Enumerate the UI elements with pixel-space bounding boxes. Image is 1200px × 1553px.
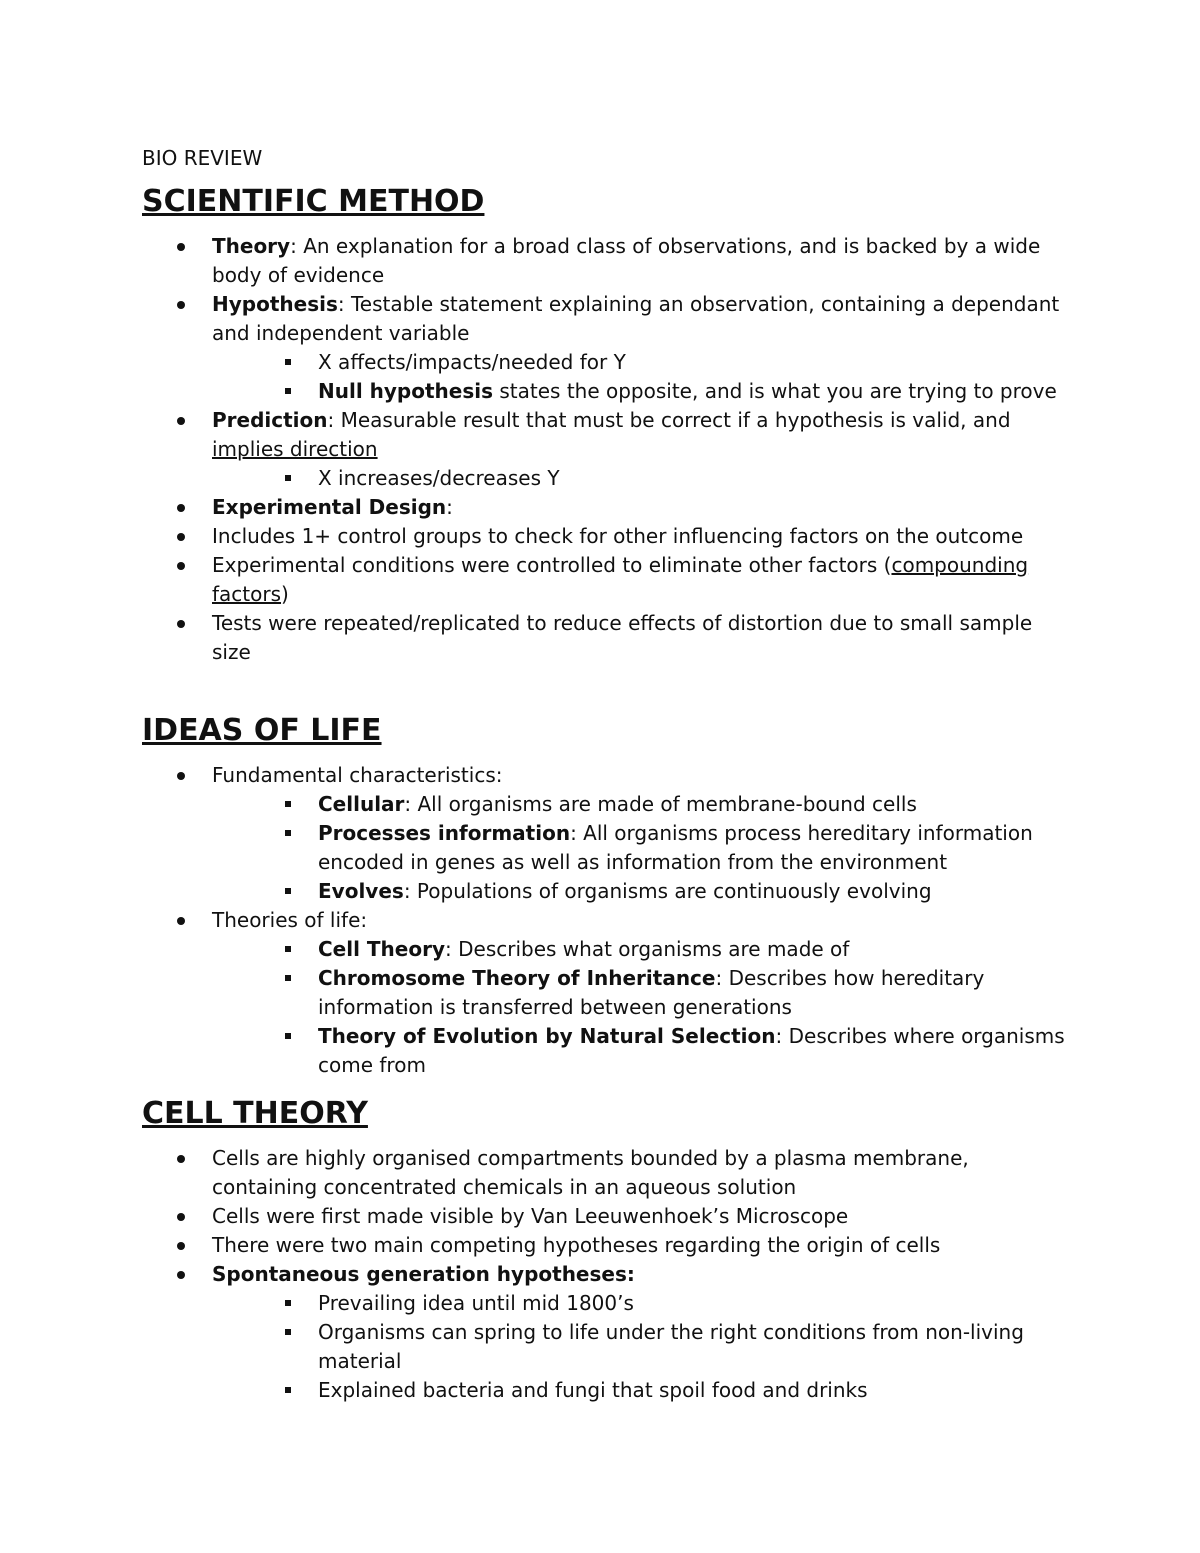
sub-bullet-item — [142, 877, 1072, 906]
bold-term: Experimental Design — [212, 495, 447, 519]
underlined-text: implies direction — [212, 437, 378, 461]
bullet-item — [142, 1231, 1072, 1260]
bullet-text: Prevailing idea until mid 1800’s — [318, 1291, 634, 1315]
sub-bullet-item — [142, 935, 1072, 964]
bullet-text: : Describes what organisms are made of — [445, 937, 850, 961]
bullet-text: Cells are highly organised compartments bounded by a plasma membrane, containing concentrated chemicals in an aqueous solution — [212, 1146, 969, 1199]
bullet-text: : An explanation for a broad class of observations, and is backed by a wide body of evidence — [212, 234, 1041, 287]
bullet-item — [142, 609, 1072, 667]
section-heading: CELL THEORY — [142, 1096, 368, 1131]
sub-bullet-item — [142, 1318, 1072, 1376]
underlined-text: compounding factors — [212, 553, 1029, 606]
bold-term: Processes information — [318, 821, 571, 845]
sub-bullet-item — [142, 790, 1072, 819]
section-cell-theory — [142, 1096, 1072, 1405]
bullet-item — [142, 551, 1072, 609]
bullet-text: Includes 1+ control groups to check for other influencing factors on the outcome — [212, 524, 1024, 548]
bullet-text: ) — [281, 582, 289, 606]
document-page — [142, 144, 1072, 1405]
section-scientific-method — [142, 184, 1072, 667]
sub-bullet-item — [142, 1289, 1072, 1318]
bullet-item — [142, 1260, 1072, 1289]
bullet-text: Experimental conditions were controlled to eliminate other factors ( — [212, 553, 892, 577]
bullet-text: Organisms can spring to life under the right conditions from non-living material — [318, 1320, 1024, 1373]
bullet-item — [142, 761, 1072, 790]
bullet-text: Cells were first made visible by Van Leeuwenhoek’s Microscope — [212, 1204, 849, 1228]
bold-term: Spontaneous generation hypotheses: — [212, 1262, 635, 1286]
bullet-list — [142, 1144, 1072, 1405]
sub-bullet-item — [142, 348, 1072, 377]
bullet-item — [142, 522, 1072, 551]
bullet-item — [142, 406, 1072, 464]
bullet-list — [142, 761, 1072, 1080]
bullet-text: There were two main competing hypotheses regarding the origin of cells — [212, 1233, 941, 1257]
bullet-text: X increases/decreases Y — [318, 466, 560, 490]
bullet-text: states the opposite, and is what you are trying to prove — [493, 379, 1057, 403]
sub-bullet-item — [142, 1376, 1072, 1405]
bullet-item — [142, 493, 1072, 522]
bullet-item — [142, 906, 1072, 935]
bullet-text: Tests were repeated/replicated to reduce effects of distortion due to small sample size — [212, 611, 1033, 664]
section-heading: SCIENTIFIC METHOD — [142, 184, 485, 219]
sub-bullet-item — [142, 464, 1072, 493]
bullet-text: : Describes where organisms come from — [318, 1024, 1065, 1077]
bold-term: Theory — [212, 234, 291, 258]
bullet-text: : Measurable result that must be correct if a hypothesis is valid, and — [327, 408, 1011, 432]
bullet-text: : All organisms process hereditary information encoded in genes as well as information from the environment — [318, 821, 1033, 874]
bullet-text: Fundamental characteristics: — [212, 763, 503, 787]
bullet-text: : Describes how hereditary information is transferred between generations — [318, 966, 985, 1019]
section-heading: IDEAS OF LIFE — [142, 713, 382, 748]
bullet-text: : All organisms are made of membrane-bound cells — [404, 792, 917, 816]
bold-term: Hypothesis — [212, 292, 338, 316]
bold-term: Theory of Evolution by Natural Selection — [318, 1024, 776, 1048]
bold-term: Chromosome Theory of Inheritance — [318, 966, 716, 990]
bold-term: Prediction — [212, 408, 328, 432]
bullet-text: X affects/impacts/needed for Y — [318, 350, 626, 374]
sub-bullet-item — [142, 377, 1072, 406]
bullet-text: Theories of life: — [212, 908, 368, 932]
bullet-item — [142, 232, 1072, 290]
bold-term: Cell Theory — [318, 937, 446, 961]
bullet-item — [142, 290, 1072, 348]
sub-bullet-item — [142, 819, 1072, 877]
bullet-text: Explained bacteria and fungi that spoil food and drinks — [318, 1378, 868, 1402]
bullet-text: : — [446, 495, 453, 519]
sub-bullet-item — [142, 964, 1072, 1022]
bold-term: Cellular — [318, 792, 405, 816]
bullet-list — [142, 232, 1072, 667]
bullet-text: : Testable statement explaining an observation, containing a dependant and independent variable — [212, 292, 1060, 345]
bullet-item — [142, 1144, 1072, 1202]
sub-bullet-item — [142, 1022, 1072, 1080]
bold-term: Evolves — [318, 879, 404, 903]
document-title: BIO REVIEW — [142, 146, 263, 170]
bullet-text: : Populations of organisms are continuously evolving — [403, 879, 932, 903]
bullet-item — [142, 1202, 1072, 1231]
section-ideas-of-life — [142, 713, 1072, 1080]
bold-term: Null hypothesis — [318, 379, 494, 403]
